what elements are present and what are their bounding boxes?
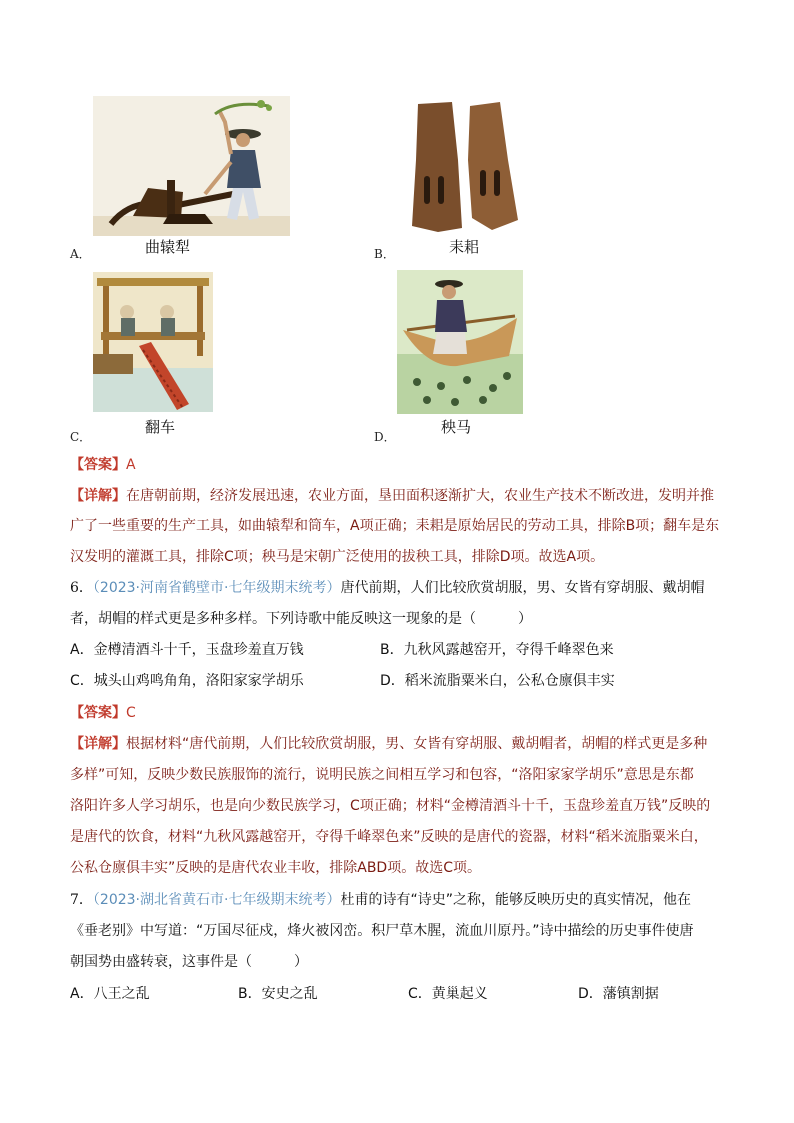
q6-detail-line-2: 多样”可知，反映少数民族服饰的流行，说明民族之间相互学习和包容，“洛阳家家学胡乐”意思是东都 bbox=[70, 767, 694, 783]
q6-detail-line-3: 洛阳许多人学习胡乐，也是向少数民族学习，C项正确；材料“金樽清酒斗十千，玉盘珍羞直万钱”反映的 bbox=[70, 798, 711, 814]
q6-answer bbox=[70, 703, 136, 723]
q5-detail-text-1: 在唐朝前期，经济发展迅速，农业方面，垦田面积逐渐扩大，农业生产技术不断改进，发明并推 bbox=[126, 488, 714, 504]
q6-stem-line-1 bbox=[70, 578, 704, 598]
q5-detail-line-2: 广了一些重要的生产工具，如曲辕犁和筒车，A项正确；耒耜是原始居民的劳动工具，排除B项；翻车是东 bbox=[70, 518, 720, 534]
q6-answer-label: 【答案】 bbox=[70, 705, 126, 721]
option-a-letter: A． bbox=[70, 247, 91, 261]
option-c-caption: 翻车 bbox=[145, 418, 176, 436]
q7-option-a: A．八王之乱 bbox=[70, 986, 150, 1002]
q6-detail-line-1 bbox=[70, 734, 707, 754]
q7-option-b: B．安史之乱 bbox=[238, 986, 318, 1002]
q5-detail-label: 【详解】 bbox=[70, 488, 126, 504]
q6-stem-text-1: 唐代前期，人们比较欣赏胡服，男、女皆有穿胡服、戴胡帽 bbox=[340, 580, 705, 596]
option-a-caption: 曲辕犁 bbox=[145, 238, 191, 256]
q5-detail-line-1 bbox=[70, 486, 714, 506]
q6-option-d: D．稻米流脂粟米白，公私仓廪俱丰实 bbox=[380, 673, 615, 689]
q6-number: 6． bbox=[70, 580, 93, 596]
q7-option-c: C．黄巢起义 bbox=[408, 986, 488, 1002]
q6-option-b: B．九秋风露越窑开，夺得千峰翠色来 bbox=[380, 642, 614, 658]
q6-detail-label: 【详解】 bbox=[70, 736, 126, 752]
q6-answer-value: C bbox=[126, 705, 136, 721]
q7-stem-text-1: 杜甫的诗有“诗史”之称，能够反映历史的真实情况，他在 bbox=[340, 892, 691, 908]
q6-detail-text-1: 根据材料“唐代前期，人们比较欣赏胡服，男、女皆有穿胡服、戴胡帽者，胡帽的样式更是多种 bbox=[126, 736, 708, 752]
q7-stem-line-1 bbox=[70, 890, 691, 910]
q6-detail-line-5: 公私仓廪俱丰实”反映的是唐代农业丰收，排除ABD项。故选C项。 bbox=[70, 860, 481, 876]
image-seedling-boat bbox=[397, 270, 523, 414]
image-curved-plow bbox=[93, 96, 290, 236]
q6-stem-line-2: 者，胡帽的样式更是多种多样。下列诗歌中能反映这一现象的是（ ） bbox=[70, 611, 532, 627]
q5-detail-line-3: 汉发明的灌溉工具，排除C项；秧马是宋朝广泛使用的拔秧工具，排除D项。故选A项。 bbox=[70, 549, 605, 565]
option-b-letter: B． bbox=[374, 247, 395, 261]
q5-answer-value: A bbox=[126, 457, 136, 473]
image-bone-spade bbox=[408, 100, 520, 234]
q7-stem-line-2: 《垂老别》中写道：“万国尽征戍，烽火被冈峦。积尸草木腥，流血川原丹。”诗中描绘的历史事件使唐 bbox=[70, 923, 694, 939]
q7-option-d: D．藩镇割据 bbox=[578, 986, 659, 1002]
q6-option-a: A．金樽清酒斗十千，玉盘珍羞直万钱 bbox=[70, 642, 304, 658]
q6-detail-line-4: 是唐代的饮食，材料“九秋风露越窑开，夺得千峰翠色来”反映的是唐代的瓷器，材料“稻米流脂粟米白， bbox=[70, 829, 708, 845]
image-chain-pump bbox=[93, 272, 213, 412]
q7-number: 7． bbox=[70, 892, 93, 908]
option-d-caption: 秧马 bbox=[441, 418, 472, 436]
q5-answer bbox=[70, 455, 136, 475]
option-c-letter: C． bbox=[70, 430, 92, 444]
option-b-caption: 耒耜 bbox=[449, 238, 480, 256]
q7-source: （2023·湖北省黄石市·七年级期末统考） bbox=[92, 892, 341, 908]
q5-answer-label: 【答案】 bbox=[70, 457, 126, 473]
q7-stem-line-3: 朝国势由盛转衰，这事件是（ ） bbox=[70, 954, 308, 970]
option-d-letter: D． bbox=[374, 430, 396, 444]
q6-option-c: C．城头山鸡鸣角角，洛阳家家学胡乐 bbox=[70, 673, 304, 689]
q6-source: （2023·河南省鹤壁市·七年级期末统考） bbox=[92, 580, 341, 596]
